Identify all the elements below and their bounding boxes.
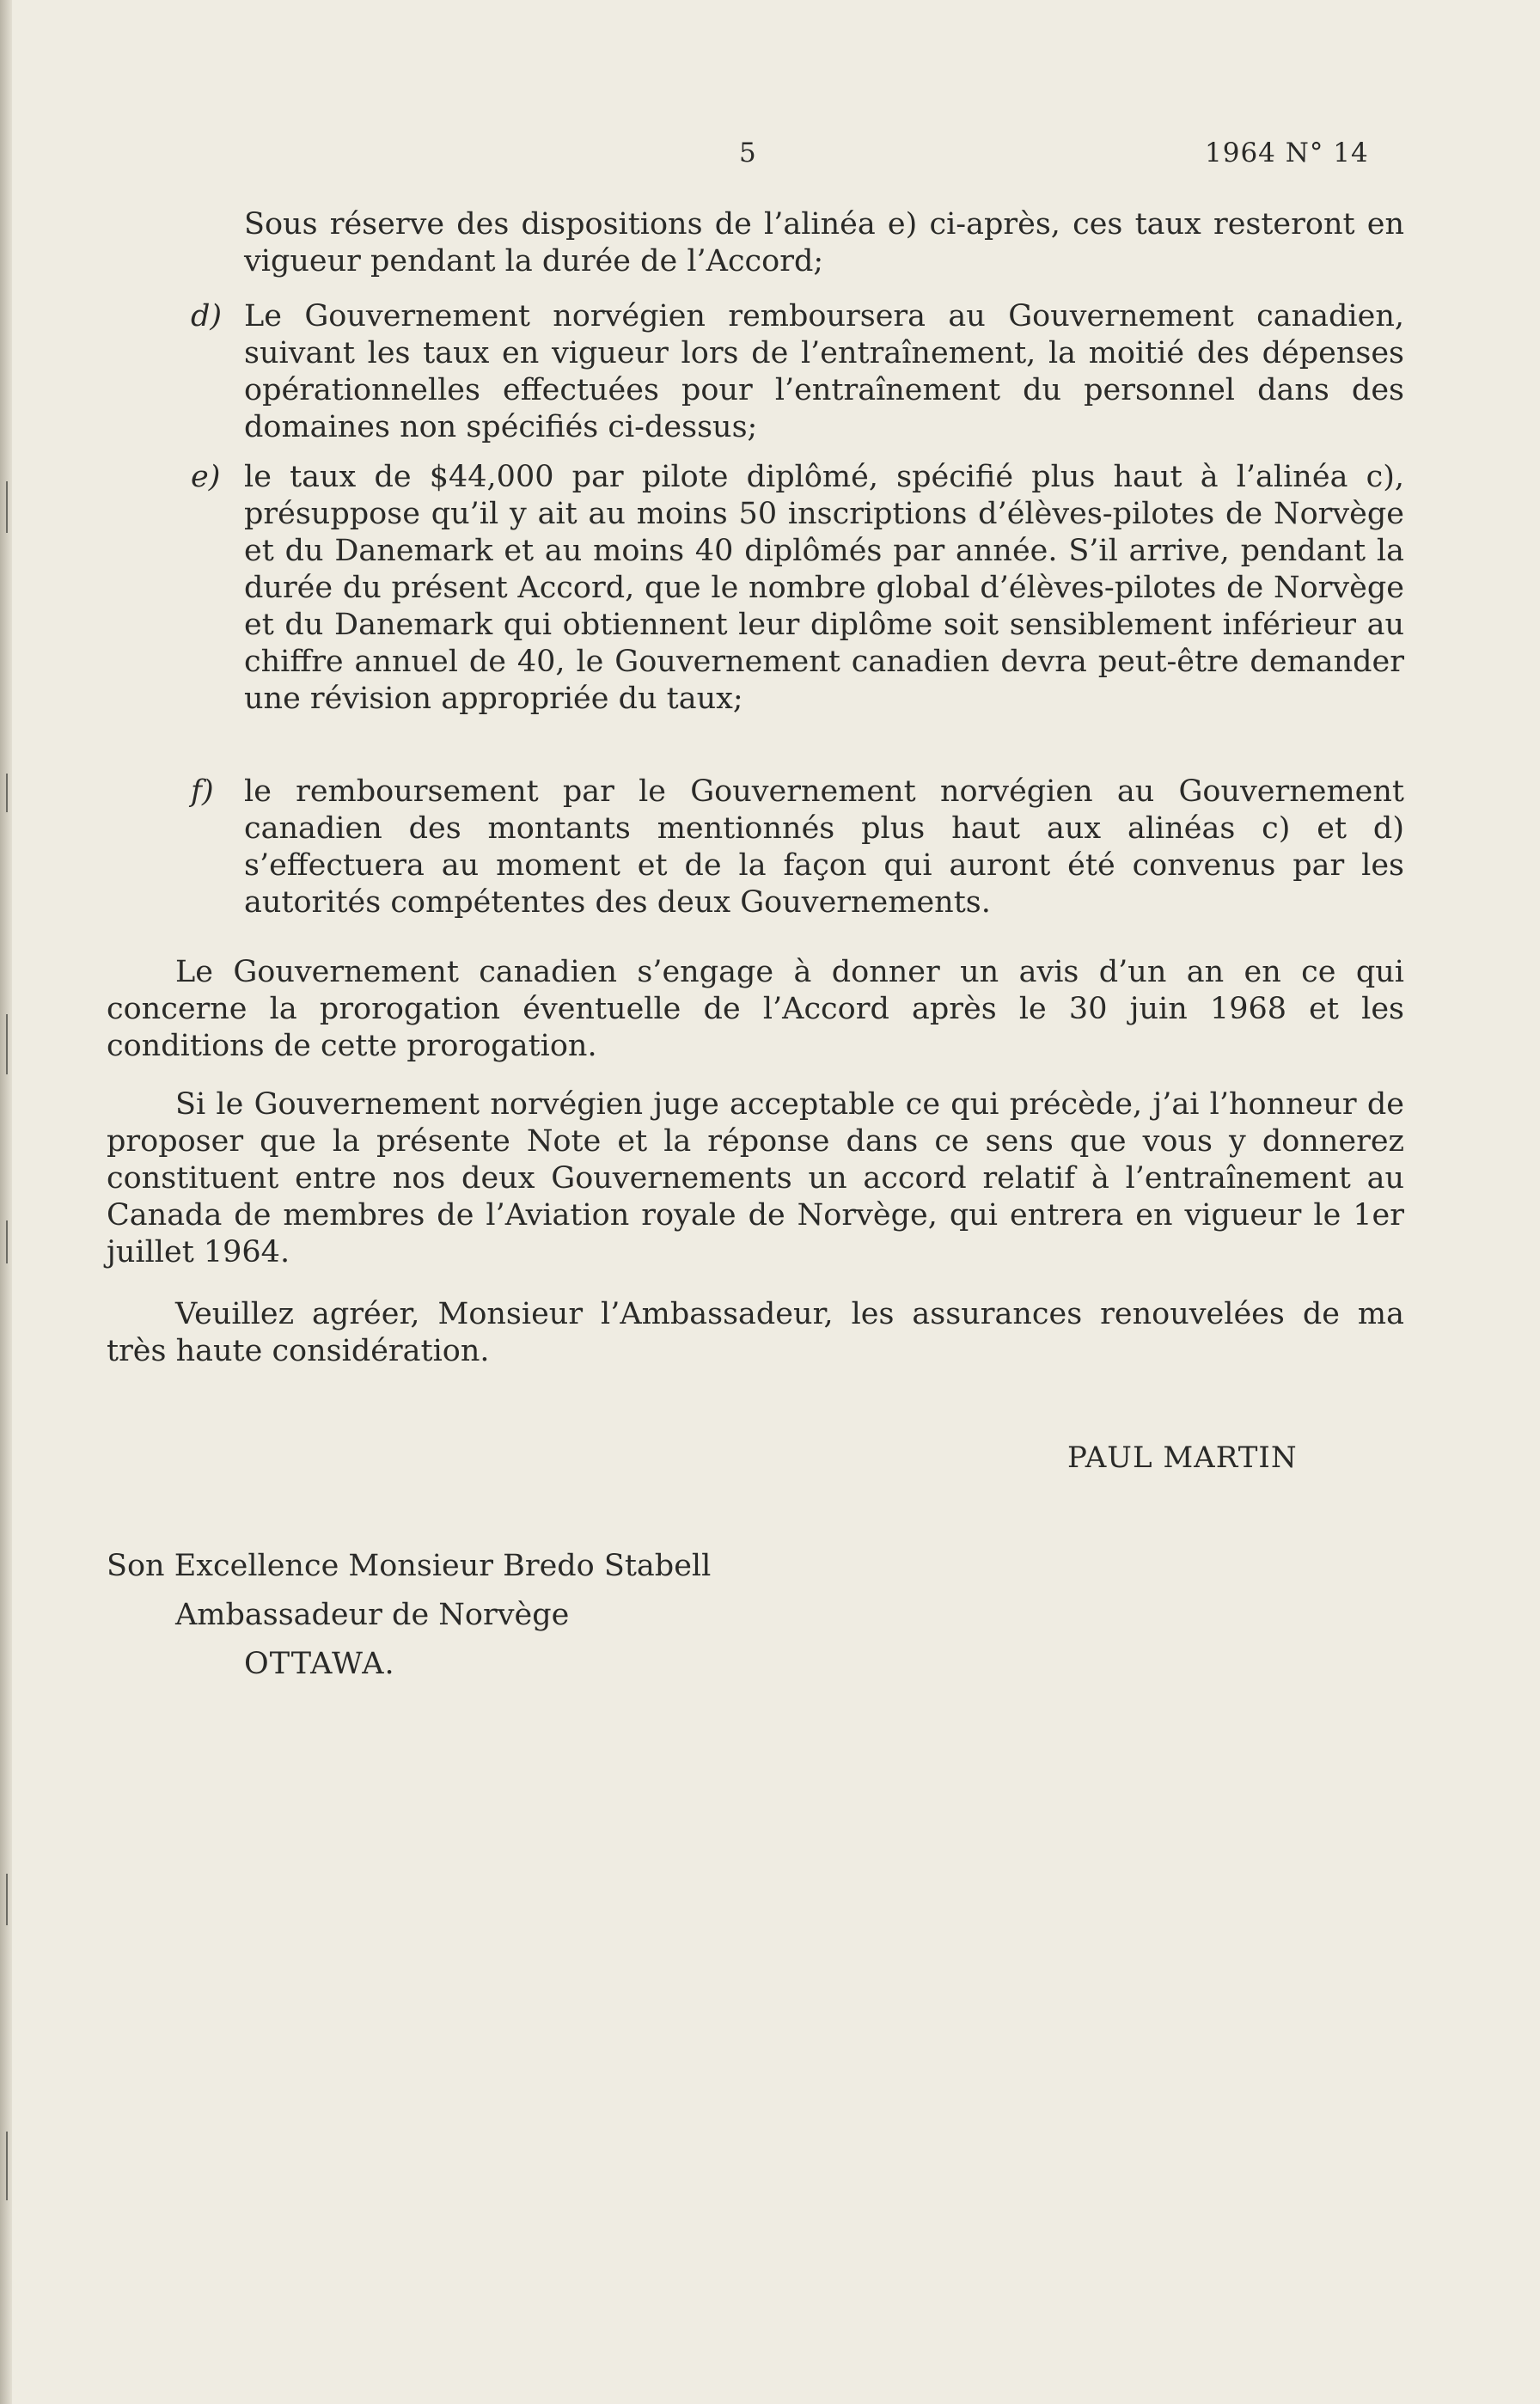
spine-mark (6, 1874, 8, 1925)
document-reference: 1964 N° 14 (1205, 138, 1369, 168)
book-spine (0, 0, 12, 2404)
spine-mark (6, 774, 8, 812)
closing-paragraph: Veuillez agréer, Monsieur l’Ambassadeur, les assurances renouvelées de ma très haute considération. (107, 1297, 1404, 1368)
address-line-2: Ambassadeur de Norvège (175, 1598, 570, 1632)
item-text-f: le remboursement par le Gouvernement norvégien au Gouvernement canadien des montants mentionnés plus haut aux alinéas c) et d) s’effectuera au moment et de la façon qui auront été convenus par les autorités compétentes des deux Gouvernements. (244, 774, 1404, 920)
spine-mark (6, 2132, 8, 2200)
item-text-d: Le Gouvernement norvégien remboursera au Gouvernement canadien, suivant les taux en vigueur lors de l’entraînement, la moitié des dépenses opérationnelles effectuées pour l’entraînement du personnel dans des domaines non spécifiés ci-dessus; (244, 299, 1404, 444)
address-line-1: Son Excellence Monsieur Bredo Stabell (107, 1549, 712, 1583)
signature: PAUL MARTIN (1067, 1441, 1298, 1475)
spine-mark (6, 481, 8, 533)
intro-paragraph: Sous réserve des dispositions de l’alinéa e) ci-après, ces taux resteront en vigueur pendant la durée de l’Accord; (244, 207, 1404, 278)
item-label-f: f) (191, 774, 214, 809)
address-line-3: OTTAWA. (244, 1647, 395, 1681)
item-label-d: d) (191, 299, 223, 333)
spine-mark (6, 1220, 8, 1263)
item-text-e: le taux de $44,000 par pilote diplômé, spécifié plus haut à l’alinéa c), présuppose qu’il y ait au moins 50 inscriptions d’élèves-pilotes de Norvège et du Danemark et au moins 40 diplômés par année. S’il arrive, pendant la durée du présent Accord, que le nombre global d’élèves-pilotes de Norvège et du Danemark qui obtiennent leur diplôme soit sensiblement inférieur au chiffre annuel de 40, le Gouvernement canadien devra peut-être demander une révision appropriée du taux; (244, 460, 1404, 716)
prorogation-paragraph: Le Gouvernement canadien s’engage à donner un avis d’un an en ce qui concerne la prorogation éventuelle de l’Accord après le 30 juin 1968 et les conditions de cette prorogation. (107, 955, 1404, 1063)
item-label-e: e) (191, 460, 221, 494)
page-number: 5 (739, 138, 757, 168)
spine-mark (6, 1014, 8, 1074)
proposal-paragraph: Si le Gouvernement norvégien juge acceptable ce qui précède, j’ai l’honneur de proposer que la présente Note et la réponse dans ce sens que vous y donnerez constituent entre nos deux Gouvernements un accord relatif à l’entraînement au Canada de membres de l’Aviation royale de Norvège, qui entrera en vigueur le 1er juillet 1964. (107, 1087, 1404, 1269)
